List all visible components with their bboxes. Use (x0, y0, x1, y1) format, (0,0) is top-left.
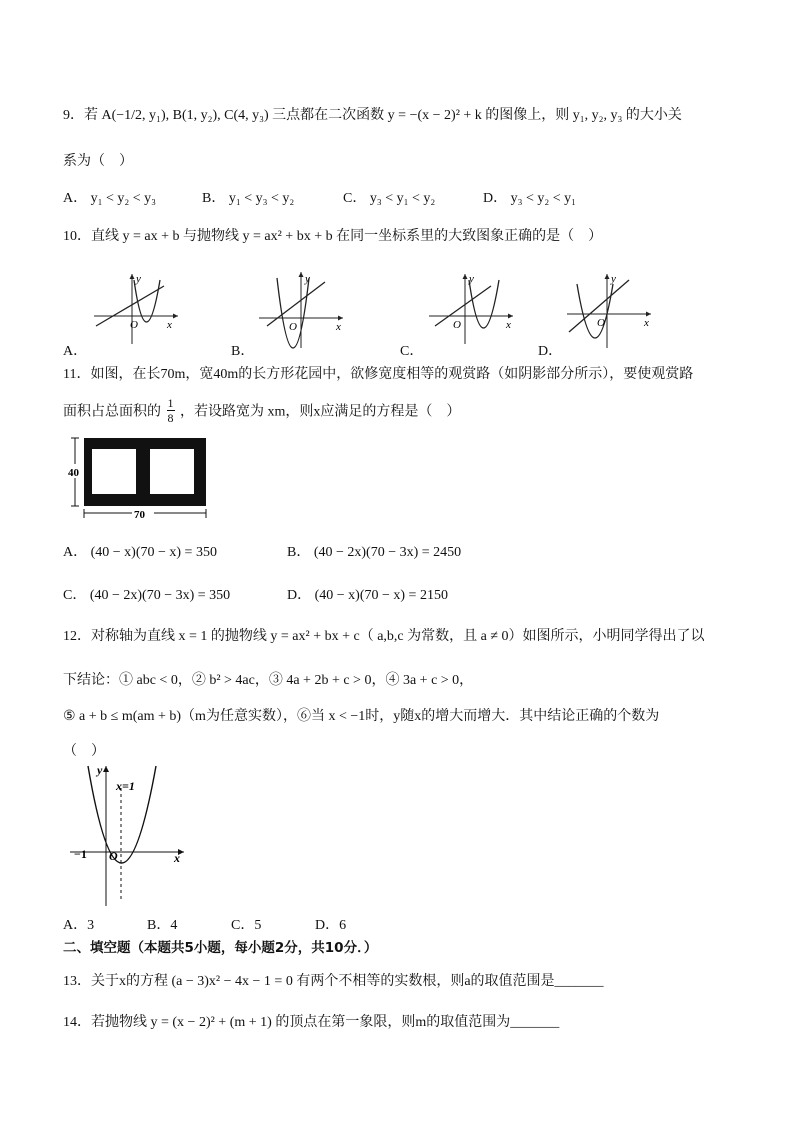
q10-c-origin: O (453, 319, 461, 331)
q12-stem-line2: 下结论：① abc < 0，② b² > 4ac，③ 4a + 2b + c > 0，④ 3a + c > 0， (63, 673, 474, 688)
q12-fig-axis-label: x=1 (116, 779, 135, 793)
q12-fig-minus-one: −1 (74, 847, 87, 861)
q10-a-y-label: y (136, 273, 141, 285)
q10-a-x-label: x (167, 319, 172, 331)
q10-d-x-label: x (644, 317, 649, 329)
q10-option-c: C． (400, 344, 424, 359)
q9-option-b: B． y₁ < y₃ < y₂ (202, 191, 295, 206)
q12-option-a: A．3 (63, 918, 95, 933)
q10-graph-c (425, 268, 520, 348)
q11-figure-height-label: 40 (68, 467, 79, 479)
q12-stem-line1: 12．对称轴为直线 x = 1 的抛物线 y = ax² + bx + c（ a,b,c 为常数，且 a ≠ 0）如图所示，小明同学得出了以 (63, 629, 705, 644)
q12-option-d: D．6 (315, 918, 347, 933)
q11-option-c: C． (40 − 2x)(70 − 3x) = 350 (63, 588, 231, 603)
q11-option-a: A． (40 − x)(70 − x) = 350 (63, 545, 217, 560)
q10-b-y-label: y (305, 273, 310, 285)
q9-option-d: D． y₃ < y₂ < y₁ (483, 191, 577, 206)
q9-stem-line2: 系为（ ） (63, 154, 133, 169)
q11-stem-line1: 11．如图，在长70m，宽40m的长方形花园中，欲修宽度相等的观赏路（如阴影部分所示），要使观赏路 (63, 367, 694, 382)
q10-graph-a (90, 268, 185, 348)
q11-line2-pre: 面积占总面积的 (63, 404, 161, 420)
q14-stem: 14．若抛物线 y = (x − 2)² + (m + 1) 的顶点在第一象限，则m的取值范围为_______ (63, 1015, 560, 1030)
q13-stem: 13．关于x的方程 (a − 3)x² − 4x − 1 = 0 有两个不相等的实数根，则a的取值范围是_______ (63, 974, 604, 989)
q12-fig-y-label: y (97, 763, 103, 777)
q10-a-origin: O (130, 319, 138, 331)
q10-graph-b (255, 268, 350, 353)
q9-stem-line1: 9．若 A(−1/2, y₁), B(1, y₂), C(4, y₃) 三点都在二次函数 y = −(x − 2)² + k 的图像上，则 y₁, y₂, y₃ 的大小关 (63, 108, 682, 123)
q10-b-origin: O (289, 321, 297, 333)
q9-option-a: A． y₁ < y₂ < y₃ (63, 191, 157, 206)
q10-stem: 10．直线 y = ax + b 与抛物线 y = ax² + bx + b 在同一坐标系里的大致图象正确的是（ ） (63, 229, 603, 244)
q10-option-d: D． (538, 344, 563, 359)
q12-option-c: C．5 (231, 918, 262, 933)
q11-fraction-numerator: 1 (167, 396, 174, 410)
q9-option-c: C． y₃ < y₁ < y₂ (343, 191, 436, 206)
q11-garden-figure (66, 434, 212, 522)
q10-graph-d (563, 268, 658, 353)
q10-c-x-label: x (506, 319, 511, 331)
q11-option-d: D． (40 − x)(70 − x) = 2150 (287, 588, 448, 603)
q12-stem-line4: （ ） (63, 744, 105, 759)
q12-option-b: B．4 (147, 918, 178, 933)
q10-option-b: B． (231, 344, 255, 359)
q11-figure-width-label: 70 (134, 509, 145, 521)
q10-option-a: A． (63, 344, 88, 359)
q11-fraction (167, 396, 175, 425)
q11-option-b: B． (40 − 2x)(70 − 3x) = 2450 (287, 545, 462, 560)
q11-stem-line2 (63, 398, 460, 427)
q12-fig-origin: O (109, 849, 118, 863)
q10-d-origin: O (597, 317, 605, 329)
q11-line2-post: ，若设路宽为 xm，则x应满足的方程是（ ） (180, 404, 461, 420)
q11-fraction-denominator: 8 (167, 411, 174, 425)
section-2-title: 二、填空题（本题共5小题，每小题2分，共10分．） (63, 940, 378, 956)
q12-stem-line3: ⑤ a + b ≤ m(am + b)（m为任意实数），⑥当 x < −1时，y随x的增大而增大．其中结论正确的个数为 (63, 709, 660, 724)
q10-b-x-label: x (336, 321, 341, 333)
q12-parabola-figure (66, 760, 192, 908)
q12-fig-x-label: x (174, 851, 180, 865)
q10-c-y-label: y (469, 273, 474, 285)
q10-d-y-label: y (611, 273, 616, 285)
